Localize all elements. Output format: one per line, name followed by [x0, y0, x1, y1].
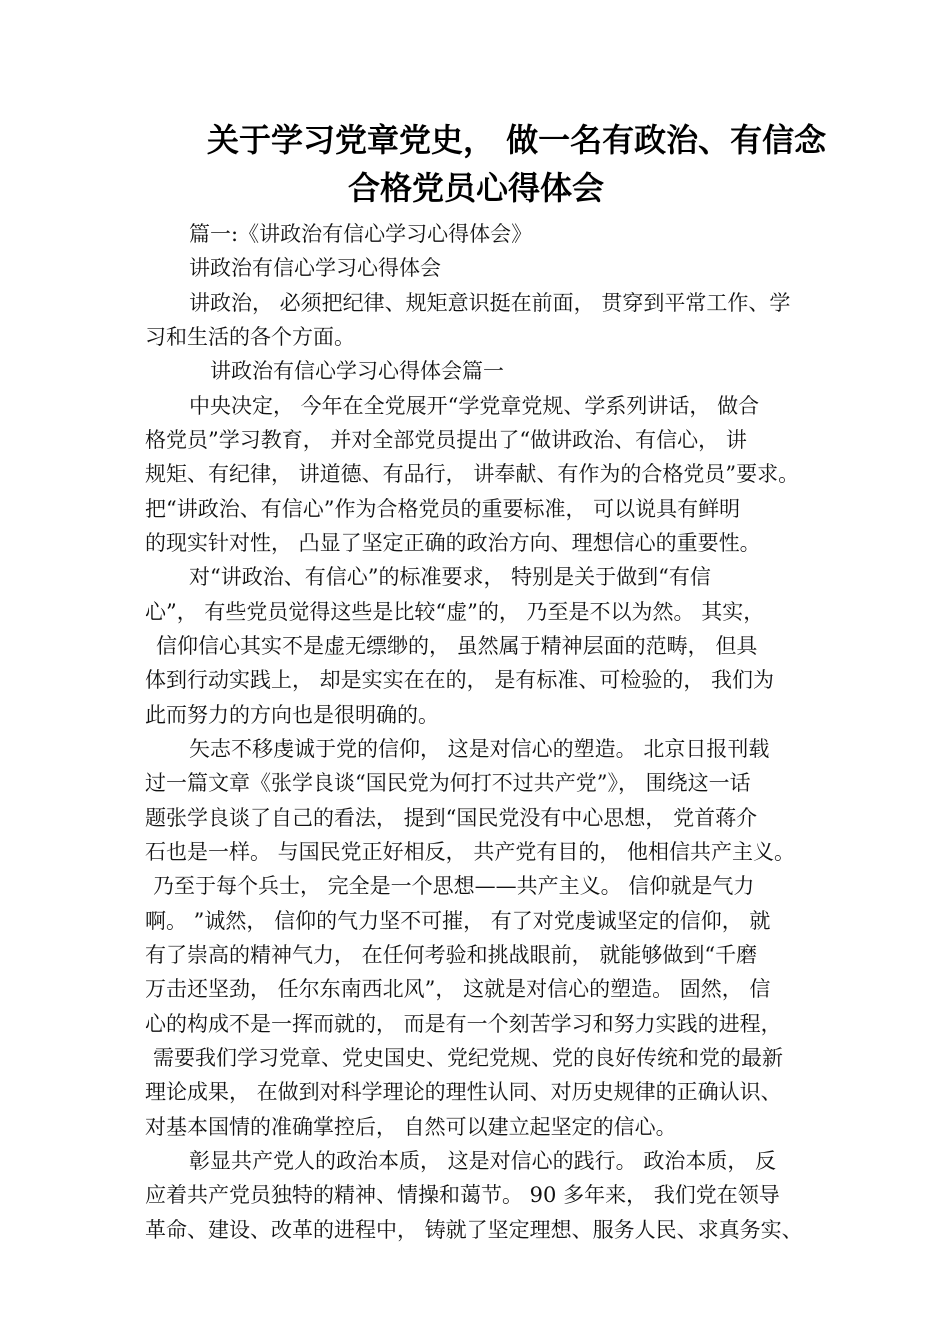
- body-line: 乃至于每个兵士， 完全是一个思想——共产主义。 信仰就是气力: [153, 874, 755, 898]
- body-line: 对基本国情的准确掌控后， 自然可以建立起坚定的信心。: [145, 1115, 677, 1139]
- body-line: 讲政治， 必须把纪律、规矩意识挺在前面， 贯穿到平常工作、学: [189, 291, 791, 315]
- body-line: 万击还坚劲， 任尔东南西北风”， 这就是对信心的塑造。 固然， 信: [145, 977, 771, 1001]
- body-line: 篇一:《讲政治有信心学习心得体会》: [189, 222, 533, 246]
- body-line: 讲政治有信心学习心得体会篇一: [210, 359, 504, 383]
- document-title-line-1: 关于学习党章党史， 做一名有政治、有信念: [207, 121, 827, 159]
- body-line: 彰显共产党人的政治本质， 这是对信心的践行。 政治本质， 反: [189, 1149, 777, 1173]
- body-line: 的现实针对性， 凸显了坚定正确的政治方向、理想信心的重要性。: [145, 531, 761, 555]
- body-line: 规矩、有纪律， 讲道德、有品行， 讲奉献、有作为的合格党员”要求。: [145, 462, 800, 486]
- body-line: 啊。 ”诚然， 信仰的气力坚不可摧， 有了对党虔诚坚定的信仰， 就: [145, 909, 771, 933]
- body-line: 题张学良谈了自己的看法， 提到“国民党没有中心思想， 党首蒋介: [145, 806, 758, 830]
- body-line: 把“讲政治、有信心”作为合格党员的重要标准， 可以说具有鲜明: [145, 497, 741, 521]
- body-line: 中央决定， 今年在全党展开“学党章党规、学系列讲话， 做合: [189, 394, 760, 418]
- body-line: 矢志不移虔诚于党的信仰， 这是对信心的塑造。 北京日报刊载: [189, 737, 770, 761]
- body-line: 心”， 有些党员觉得这些是比较“虚”的， 乃至是不以为然。 其实，: [145, 600, 765, 624]
- body-line: 格党员”学习教育， 并对全部党员提出了“做讲政治、有信心， 讲: [145, 428, 747, 452]
- body-line: 革命、建设、改革的进程中， 铸就了坚定理想、服务人民、求真务实、: [145, 1218, 803, 1242]
- body-line: 理论成果， 在做到对科学理论的理性认同、对历史规律的正确认识、: [145, 1080, 782, 1104]
- body-line: 对“讲政治、有信心”的标准要求， 特别是关于做到“有信: [189, 565, 711, 589]
- body-line: 有了崇高的精神气力， 在任何考验和挑战眼前， 就能够做到“千磨: [145, 943, 758, 967]
- body-line: 过一篇文章《张学良谈“国民党为何打不过共产党”》， 围绕这一话: [145, 771, 751, 795]
- body-line: 需要我们学习党章、党史国史、党纪党规、党的良好传统和党的最新: [153, 1046, 783, 1070]
- body-line: 习和生活的各个方面。: [145, 325, 355, 349]
- body-line: 此而努力的方向也是很明确的。: [145, 703, 439, 727]
- body-line: 应着共产党员独特的精神、情操和蔼节。 90 多年来， 我们党在领导: [145, 1183, 780, 1207]
- body-line: 石也是一样。 与国民党正好相反， 共产党有目的， 他相信共产主义。: [145, 840, 796, 864]
- body-line: 信仰信心其实不是虚无缥缈的， 虽然属于精神层面的范畴， 但具: [156, 634, 758, 658]
- body-line: 心的构成不是一挥而就的， 而是有一个刻苦学习和努力实践的进程，: [145, 1012, 782, 1036]
- document-title-line-2: 合格党员心得体会: [348, 169, 605, 207]
- body-line: 体到行动实践上， 却是实实在在的， 是有标准、可检验的， 我们为: [145, 668, 775, 692]
- body-line: 讲政治有信心学习心得体会: [189, 256, 441, 280]
